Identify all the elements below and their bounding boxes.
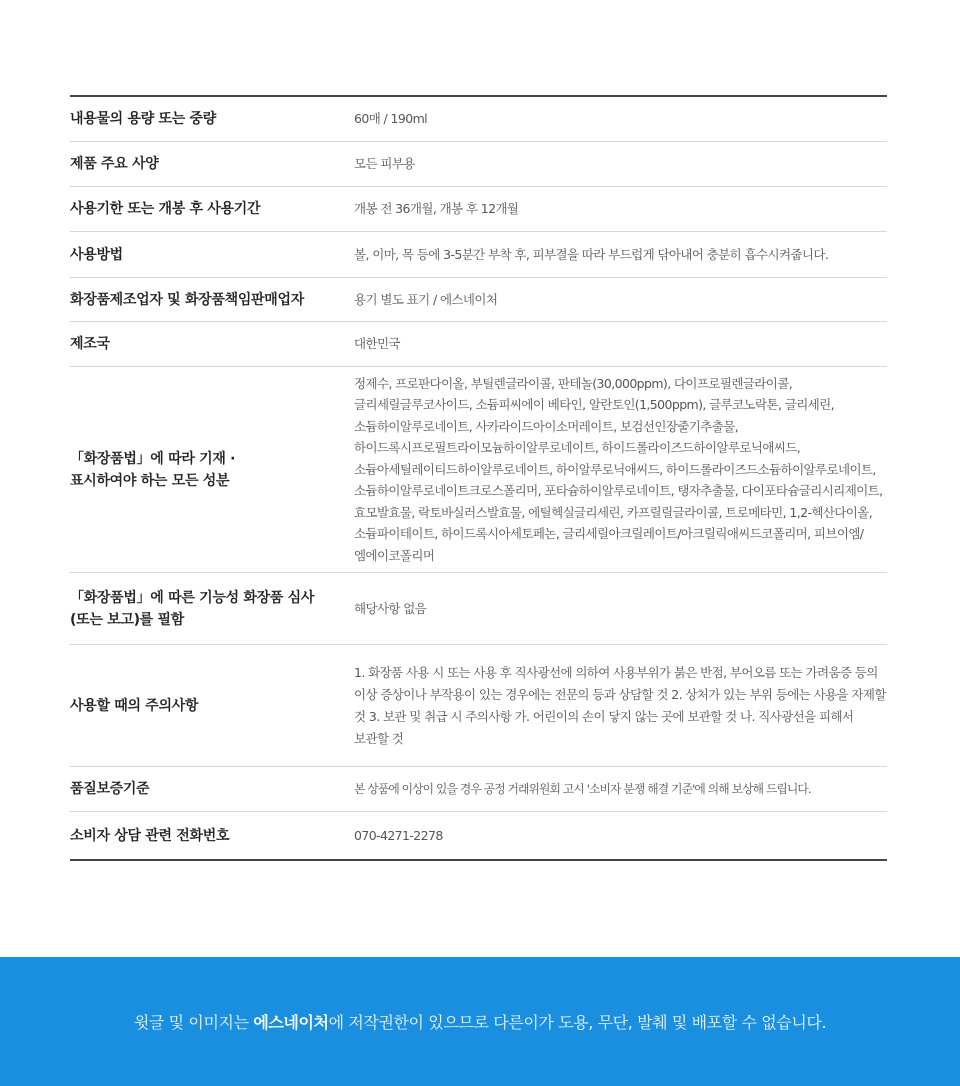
info-row-spec	[70, 142, 887, 187]
copyright-footer	[0, 957, 960, 1086]
copyright-notice	[134, 1010, 826, 1033]
row-value: 정제수, 프로판다이올, 부틸렌글라이콜, 판테놀(30,000ppm), 다이프로필렌글라이콜, 글리세릴글루코사이드, 소듐피씨에이 베타인, 알란토인(1,500ppm), 글루코노락톤, 글리세린, 소듐하이알루로네이트, 사카라이드아이소머레이트, 보검선인장줄기추출물, 하이드록시프로필트라이모늄하이알루로네이트, 하이드롤라이즈드하이알루로닉애씨드, 소듐아세틸레이티드하이알루로네이트, 하이알루로닉애씨드, 하이드롤라이즈드소듐하이알루로네이트, 소듐하이알루로네이트크로스폴리머, 포타슘하이알루로네이트, 탱자추출물, 다이포타슘글리시리제이트, 효모발효물, 락토바실러스발효물, 에틸헥실글리세린, 카프릴릴글라이콜, 트로메타민, 1,2-헥산다이올, 소듐파이테이트, 하이드록시아세토페논, 글리세릴아크릴레이트/아크릴릭애씨드코폴리머, 피브이엠/엠에이코폴리머	[354, 375, 883, 563]
row-value: 해당사항 없음	[354, 600, 427, 616]
copyright-suffix: 에 저작권한이 있으므로 다른이가 도용, 무단, 발췌 및 배포할 수 없습니다.	[328, 1013, 827, 1032]
row-label: 「화장품법」에 따른 기능성 화장품 심사 (또는 보고)를 필함	[70, 589, 315, 628]
row-value: 1. 화장품 사용 시 또는 사용 후 직사광선에 의하여 사용부위가 붉은 반점, 부어오름 또는 가려움증 등의 이상 증상이나 부작용이 있는 경우에는 전문의 등과 상담할 것 2. 상처가 있는 부위 등에는 사용을 자제할 것 3. 보관 및 취급 시 주의사항 가. 어린이의 손이 닿지 않는 곳에 보관할 것 나. 직사광선을 피해서 보관할 것	[354, 664, 886, 746]
row-value: 070-4271-2278	[354, 827, 443, 843]
info-row-volume	[70, 97, 887, 142]
row-value: 60매 / 190ml	[354, 111, 428, 126]
info-row-usage	[70, 232, 887, 278]
row-label: 소비자 상담 관련 전화번호	[70, 827, 230, 844]
info-row-expiry	[70, 187, 887, 232]
row-label: 품질보증기준	[70, 781, 150, 797]
row-label: 내용물의 용량 또는 중량	[70, 111, 216, 127]
info-row-ingredients	[70, 367, 887, 573]
row-label: 「화장품법」에 따라 기재 · 표시하여야 하는 모든 성분	[70, 450, 236, 489]
row-value: 볼, 이마, 목 등에 3-5분간 부착 후, 피부결을 따라 부드럽게 닦아내어 충분히 흡수시켜줍니다.	[354, 246, 829, 262]
copyright-prefix: 윗글 및 이미지는	[133, 1013, 254, 1032]
product-info-table	[70, 95, 887, 861]
row-label: 화장품제조업자 및 화장품책임판매업자	[70, 291, 304, 308]
copyright-brand: 에스네이처	[253, 1013, 329, 1032]
info-row-manufacturer	[70, 278, 887, 322]
info-row-functional	[70, 573, 887, 645]
row-value: 모든 피부용	[354, 156, 415, 171]
row-label: 사용방법	[70, 246, 123, 263]
row-value: 개봉 전 36개월, 개봉 후 12개월	[354, 201, 519, 216]
info-row-precautions	[70, 645, 887, 767]
row-value: 대한민국	[354, 336, 400, 351]
info-row-country	[70, 322, 887, 367]
info-row-quality	[70, 767, 887, 812]
row-label: 사용기한 또는 개봉 후 사용기간	[70, 201, 261, 217]
row-value: 본 상품에 이상이 있을 경우 공정 거래위원회 고시 '소비자 분쟁 해결 기준'에 의해 보상해 드립니다.	[354, 782, 811, 796]
row-label: 제조국	[70, 336, 110, 352]
info-row-phone	[70, 812, 887, 859]
row-value: 용기 별도 표기 / 에스네이처	[354, 291, 498, 307]
row-label: 제품 주요 사양	[70, 156, 159, 172]
row-label: 사용할 때의 주의사항	[70, 697, 199, 714]
